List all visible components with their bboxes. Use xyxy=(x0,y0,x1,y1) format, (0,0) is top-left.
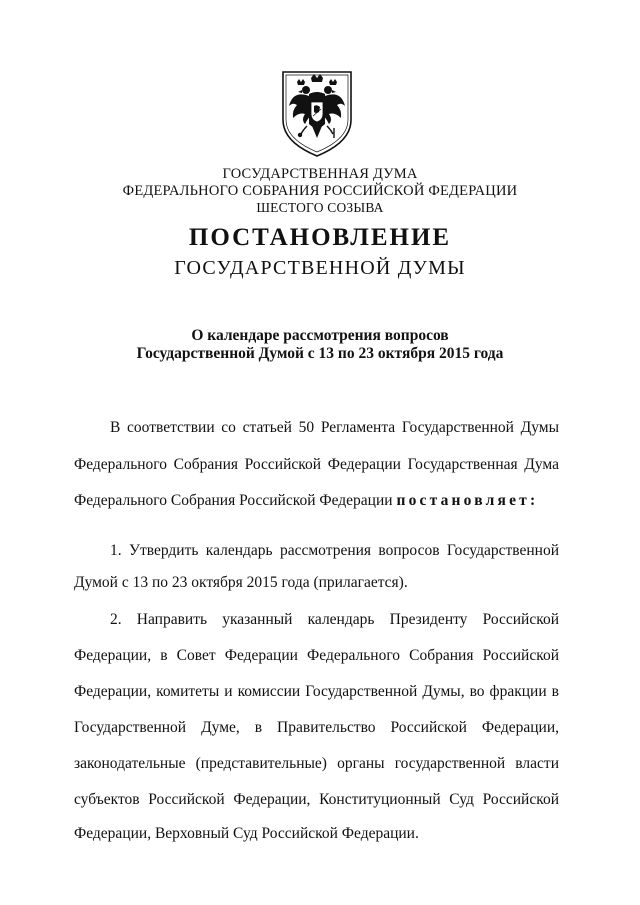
preamble-line-3-text: Федерального Собрания Российской Федерации xyxy=(74,492,393,509)
document-subtitle: ГОСУДАРСТВЕННОЙ ДУМЫ xyxy=(174,257,466,279)
item2-line-1: 2. Направить указанный календарь Президенту Российской xyxy=(110,611,559,628)
preamble-line-3 xyxy=(74,491,559,511)
coat-of-arms-emblem-icon xyxy=(279,68,355,160)
item1-line-1: 1. Утвердить календарь рассмотрения вопросов Государственной xyxy=(110,542,559,559)
header-line-federal-assembly: ФЕДЕРАЛЬНОГО СОБРАНИЯ РОССИЙСКОЙ ФЕДЕРАЦИИ xyxy=(122,183,518,199)
subject-line-2: Государственной Думой с 13 по 23 октября 2015 года xyxy=(136,345,504,362)
document-title: ПОСТАНОВЛЕНИЕ xyxy=(188,224,452,251)
item2-line-5: законодательные (представительные) органы государственной власти xyxy=(74,755,559,772)
header-line-convocation: ШЕСТОГО СОЗЫВА xyxy=(256,200,384,215)
item2-line-7: Федерации, Верховный Суд Российской Федерации. xyxy=(74,825,419,842)
item2-line-2: Федерации, в Совет Федерации Федерального Собрания Российской xyxy=(74,647,559,664)
header-line-duma: ГОСУДАРСТВЕННАЯ ДУМА xyxy=(222,166,418,182)
decree-word: постановляет: xyxy=(396,492,539,509)
preamble-line-1: В соответствии со статьей 50 Регламента Государственной Думы xyxy=(110,419,559,436)
subject-line-1: О календаре рассмотрения вопросов xyxy=(191,327,449,344)
item2-line-6: субъектов Российской Федерации, Конституционный Суд Российской xyxy=(74,791,559,808)
preamble-line-2: Федерального Собрания Российской Федерации Государственная Дума xyxy=(74,456,559,473)
item2-line-3: Федерации, комитеты и комиссии Государственной Думы, во фракции в xyxy=(74,683,559,700)
item1-line-2: Думой с 13 по 23 октября 2015 года (прилагается). xyxy=(74,574,408,591)
item2-line-4: Государственной Думе, в Правительство Российской Федерации, xyxy=(74,719,559,736)
